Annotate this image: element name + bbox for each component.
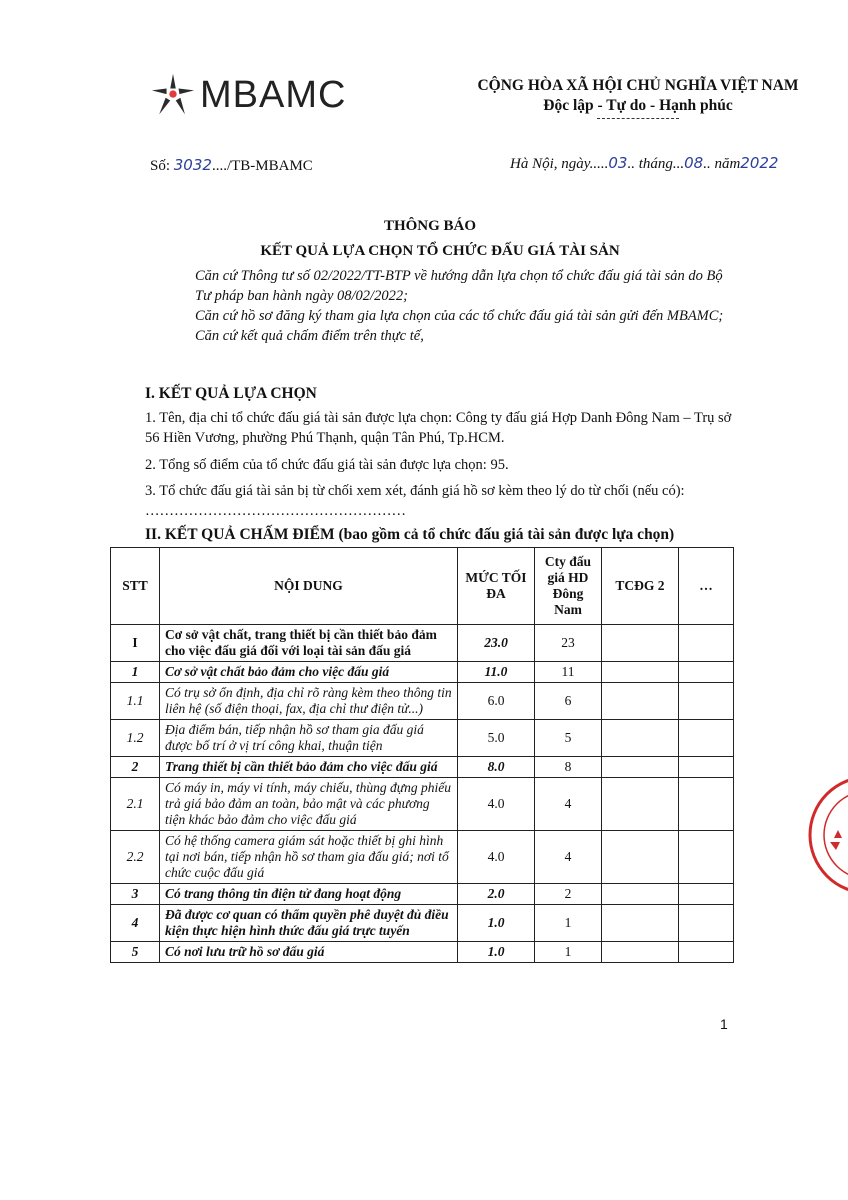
table-row	[111, 778, 734, 831]
date-day: 03	[608, 154, 628, 172]
row-score: 4	[535, 778, 602, 831]
so-label: Số:	[150, 158, 171, 174]
motto: Độc lập - Tự do - Hạnh phúc	[543, 97, 733, 114]
table-row	[111, 662, 734, 683]
row-max: 2.0	[458, 884, 535, 905]
table-header-row	[111, 548, 734, 625]
table-row	[111, 625, 734, 662]
row-score: 11	[535, 662, 602, 683]
month-label: tháng	[638, 156, 673, 172]
row-stt: 2.1	[111, 778, 160, 831]
date-year: 2022	[740, 154, 779, 172]
row-more	[679, 905, 734, 942]
row-content: Có trụ sở ổn định, địa chỉ rõ ràng kèm theo thông tin liên hệ (số điện thoại, fax, địa chỉ thư điện tử...)	[160, 683, 458, 720]
row-stt: 1	[111, 662, 160, 683]
mbamc-logo-icon	[150, 72, 196, 118]
row-score: 6	[535, 683, 602, 720]
row-tcdg2	[602, 905, 679, 942]
row-more	[679, 778, 734, 831]
country-name: CỘNG HÒA XÃ HỘI CHỦ NGHĨA VIỆT NAM	[477, 77, 799, 94]
section2-title: II. KẾT QUẢ CHẤM ĐIỂM	[145, 526, 335, 543]
row-content: Địa điểm bán, tiếp nhận hồ sơ tham gia đấu giá được bố trí ở vị trí công khai, thuận tiện	[160, 720, 458, 757]
row-max: 5.0	[458, 720, 535, 757]
row-stt: 2	[111, 757, 160, 778]
row-more	[679, 942, 734, 963]
date-place: Hà Nội, ngày	[510, 156, 590, 172]
row-max: 1.0	[458, 942, 535, 963]
row-max: 4.0	[458, 831, 535, 884]
date-month: 08	[684, 154, 704, 172]
row-stt: 1.1	[111, 683, 160, 720]
row-more	[679, 720, 734, 757]
header-more: …	[679, 548, 734, 625]
row-score: 8	[535, 757, 602, 778]
table-row	[111, 757, 734, 778]
row-content: Cơ sở vật chất bảo đảm cho việc đấu giá	[160, 662, 458, 683]
result-item-3: 3. Tổ chức đấu giá tài sản bị từ chối xem xét, đánh giá hồ sơ kèm theo lý do từ chối (nếu có): ………………………………………………	[145, 483, 685, 519]
row-more	[679, 625, 734, 662]
row-max: 11.0	[458, 662, 535, 683]
table-row	[111, 720, 734, 757]
score-table-body	[111, 625, 734, 963]
table-row	[111, 884, 734, 905]
row-content: Có máy in, máy vi tính, máy chiếu, thùng đựng phiếu trả giá bảo đảm an toàn, bảo mật và các phương tiện khác bảo đảm cho việc đấu giá	[160, 778, 458, 831]
row-score: 4	[535, 831, 602, 884]
basis-1: Căn cứ Thông tư số 02/2022/TT-BTP về hướng dẫn lựa chọn tổ chức đấu giá tài sản do Bộ Tư pháp ban hành ngày 08/02/2022;	[195, 268, 723, 304]
row-stt: I	[111, 625, 160, 662]
table-row	[111, 905, 734, 942]
row-tcdg2	[602, 625, 679, 662]
basis-3: Căn cứ kết quả chấm điểm trên thực tế,	[195, 328, 424, 344]
table-row	[111, 683, 734, 720]
row-stt: 5	[111, 942, 160, 963]
year-label: năm	[714, 156, 741, 172]
row-tcdg2	[602, 831, 679, 884]
row-stt: 2.2	[111, 831, 160, 884]
so-suffix: /TB-MBAMC	[226, 158, 313, 174]
row-more	[679, 662, 734, 683]
table-row	[111, 942, 734, 963]
row-score: 5	[535, 720, 602, 757]
row-more	[679, 683, 734, 720]
section2-heading	[145, 526, 674, 544]
row-tcdg2	[602, 683, 679, 720]
doc-title: THÔNG BÁO	[383, 218, 477, 234]
row-max: 4.0	[458, 778, 535, 831]
logo-text: MBAMC	[200, 74, 347, 116]
row-max: 8.0	[458, 757, 535, 778]
motto-underline	[597, 118, 679, 119]
row-tcdg2	[602, 942, 679, 963]
row-more	[679, 831, 734, 884]
row-stt: 1.2	[111, 720, 160, 757]
row-stt: 4	[111, 905, 160, 942]
header-stt: STT	[111, 548, 160, 625]
result-item-1: 1. Tên, địa chỉ tổ chức đấu giá tài sản được lựa chọn: Công ty đấu giá Hợp Danh Đông Nam – Trụ sở 56 Hiền Vương, phường Phú Thạnh, quận Tân Phú, Tp.HCM.	[145, 410, 732, 446]
section1-heading: I. KẾT QUẢ LỰA CHỌN	[145, 385, 317, 402]
row-content: Trang thiết bị cần thiết bảo đảm cho việc đấu giá	[160, 757, 458, 778]
row-tcdg2	[602, 757, 679, 778]
row-content: Có trang thông tin điện tử đang hoạt động	[160, 884, 458, 905]
row-score: 2	[535, 884, 602, 905]
national-header	[468, 76, 808, 119]
row-max: 6.0	[458, 683, 535, 720]
row-content: Cơ sở vật chất, trang thiết bị cần thiết bảo đảm cho việc đấu giá đối với loại tài sản đấu giá	[160, 625, 458, 662]
legal-basis	[195, 266, 740, 346]
so-number: 3032	[173, 156, 212, 174]
row-tcdg2	[602, 884, 679, 905]
score-table	[110, 547, 734, 963]
row-tcdg2	[602, 720, 679, 757]
row-score: 1	[535, 942, 602, 963]
date-line: Hà Nội, ngày.....03.. tháng...08.. năm2022	[510, 154, 779, 172]
row-content: Đã được cơ quan có thẩm quyền phê duyệt đủ điều kiện thực hiện hình thức đấu giá trực tuyến	[160, 905, 458, 942]
row-score: 23	[535, 625, 602, 662]
row-max: 23.0	[458, 625, 535, 662]
row-more	[679, 757, 734, 778]
row-content: Có nơi lưu trữ hồ sơ đấu giá	[160, 942, 458, 963]
header-dong-nam: Cty đấu giá HD Đông Nam	[535, 548, 602, 625]
section2-note: (bao gồm cả tổ chức đấu giá tài sản được lựa chọn)	[334, 526, 675, 543]
document-number: Số: 3032..../TB-MBAMC	[150, 156, 313, 174]
row-tcdg2	[602, 662, 679, 683]
row-stt: 3	[111, 884, 160, 905]
header-content: NỘI DUNG	[160, 548, 458, 625]
header-tcdg2: TCĐG 2	[602, 548, 679, 625]
row-tcdg2	[602, 778, 679, 831]
row-max: 1.0	[458, 905, 535, 942]
table-row	[111, 831, 734, 884]
company-seal-icon	[808, 760, 848, 910]
basis-2: Căn cứ hồ sơ đăng ký tham gia lựa chọn của các tổ chức đấu giá tài sản gửi đến MBAMC;	[195, 308, 724, 324]
row-score: 1	[535, 905, 602, 942]
row-more	[679, 884, 734, 905]
result-item-2: 2. Tổng số điểm của tổ chức đấu giá tài sản được lựa chọn: 95.	[145, 457, 509, 473]
row-content: Có hệ thống camera giám sát hoặc thiết bị ghi hình tại nơi bán, tiếp nhận hồ sơ tham gia đấu giá; nơi tổ chức cuộc đấu giá	[160, 831, 458, 884]
doc-subtitle: KẾT QUẢ LỰA CHỌN TỔ CHỨC ĐẤU GIÁ TÀI SẢN	[260, 243, 620, 259]
header-max: MỨC TỐI ĐA	[458, 548, 535, 625]
page-number: 1	[720, 1016, 728, 1032]
